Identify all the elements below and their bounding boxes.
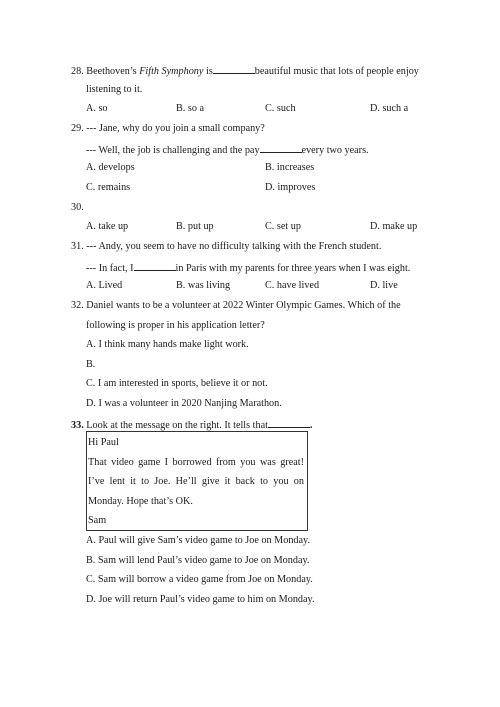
q29-option-d[interactable]: D. improves [265, 182, 316, 193]
q31-stem-start: --- In fact, I [86, 263, 134, 274]
q32-option-d[interactable]: D. I was a volunteer in 2020 Nanjing Marathon. [86, 398, 282, 409]
q30-option-c[interactable]: C. set up [265, 221, 301, 232]
q33-option-c[interactable]: C. Sam will borrow a video game from Joe on Monday. [86, 574, 313, 585]
q31-option-c[interactable]: C. have lived [265, 280, 320, 291]
q31-option-d[interactable]: D. live [370, 280, 398, 291]
message-line-3: Monday. Hope that’s OK. [88, 496, 193, 507]
q29-stem-end: every two years. [301, 145, 369, 156]
q29-option-b[interactable]: B. increases [265, 162, 315, 173]
q33-stem: Look at the message on the right. It tells that [83, 420, 268, 431]
q29-blank [260, 143, 302, 153]
q28-option-b[interactable]: B. so a [176, 103, 205, 114]
q29-line2 [86, 143, 369, 157]
q31-stem-end: in Paris with my parents for three years when I was eight. [175, 263, 411, 274]
message-greeting: Hi Paul [88, 437, 119, 448]
message-signature: Sam [88, 515, 107, 526]
message-line-2: I’ve lent it to Joe. He’ll give it back to you on [88, 476, 304, 487]
q28-title: Fifth Symphony [139, 66, 204, 77]
q32-option-b[interactable]: B. [86, 359, 96, 370]
q28-line1 [71, 64, 419, 78]
q29-line1: 29. --- Jane, why do you join a small company? [71, 123, 265, 134]
message-line-1: That video game I borrowed from you was great! [88, 457, 304, 468]
q28-line2: listening to it. [86, 84, 143, 95]
q28-stem-end: beautiful music that lots of people enjoy [254, 66, 419, 77]
q28-option-d[interactable]: D. such a [370, 103, 409, 114]
q33-option-d[interactable]: D. Joe will return Paul’s video game to him on Monday. [86, 594, 315, 605]
q33-period: . [309, 420, 313, 431]
q31-blank [134, 261, 176, 271]
q33-option-a[interactable]: A. Paul will give Sam’s video game to Joe on Monday. [86, 535, 311, 546]
q29-option-a[interactable]: A. develops [86, 162, 135, 173]
q33-option-b[interactable]: B. Sam will lend Paul’s video game to Joe on Monday. [86, 555, 310, 566]
q32-option-c[interactable]: C. I am interested in sports, believe it or not. [86, 378, 268, 389]
q33-line1 [71, 418, 312, 432]
q31-option-b[interactable]: B. was living [176, 280, 231, 291]
q28-option-a[interactable]: A. so [86, 103, 108, 114]
q31-option-a[interactable]: A. Lived [86, 280, 123, 291]
q28-blank [213, 64, 255, 74]
q31-line1: 31. --- Andy, you seem to have no difficulty talking with the French student. [71, 241, 382, 252]
q32-option-a[interactable]: A. I think many hands make light work. [86, 339, 249, 350]
q30-option-a[interactable]: A. take up [86, 221, 129, 232]
q33-blank [268, 418, 310, 428]
q30-option-d[interactable]: D. make up [370, 221, 418, 232]
q28-stem-start: 28. Beethoven’s [71, 66, 140, 77]
q30-option-b[interactable]: B. put up [176, 221, 214, 232]
q31-line2 [86, 261, 410, 275]
q32-line1: 32. Daniel wants to be a volunteer at 2022 Winter Olympic Games. Which of the [71, 300, 401, 311]
q28-stem-is: is [203, 66, 213, 77]
q30-line1: 30. [71, 202, 84, 213]
q29-option-c[interactable]: C. remains [86, 182, 131, 193]
q29-stem-start: --- Well, the job is challenging and the pay [86, 145, 260, 156]
q32-line2: following is proper in his application letter? [86, 320, 265, 331]
q33-number: 33. [71, 420, 84, 431]
q28-option-c[interactable]: C. such [265, 103, 296, 114]
